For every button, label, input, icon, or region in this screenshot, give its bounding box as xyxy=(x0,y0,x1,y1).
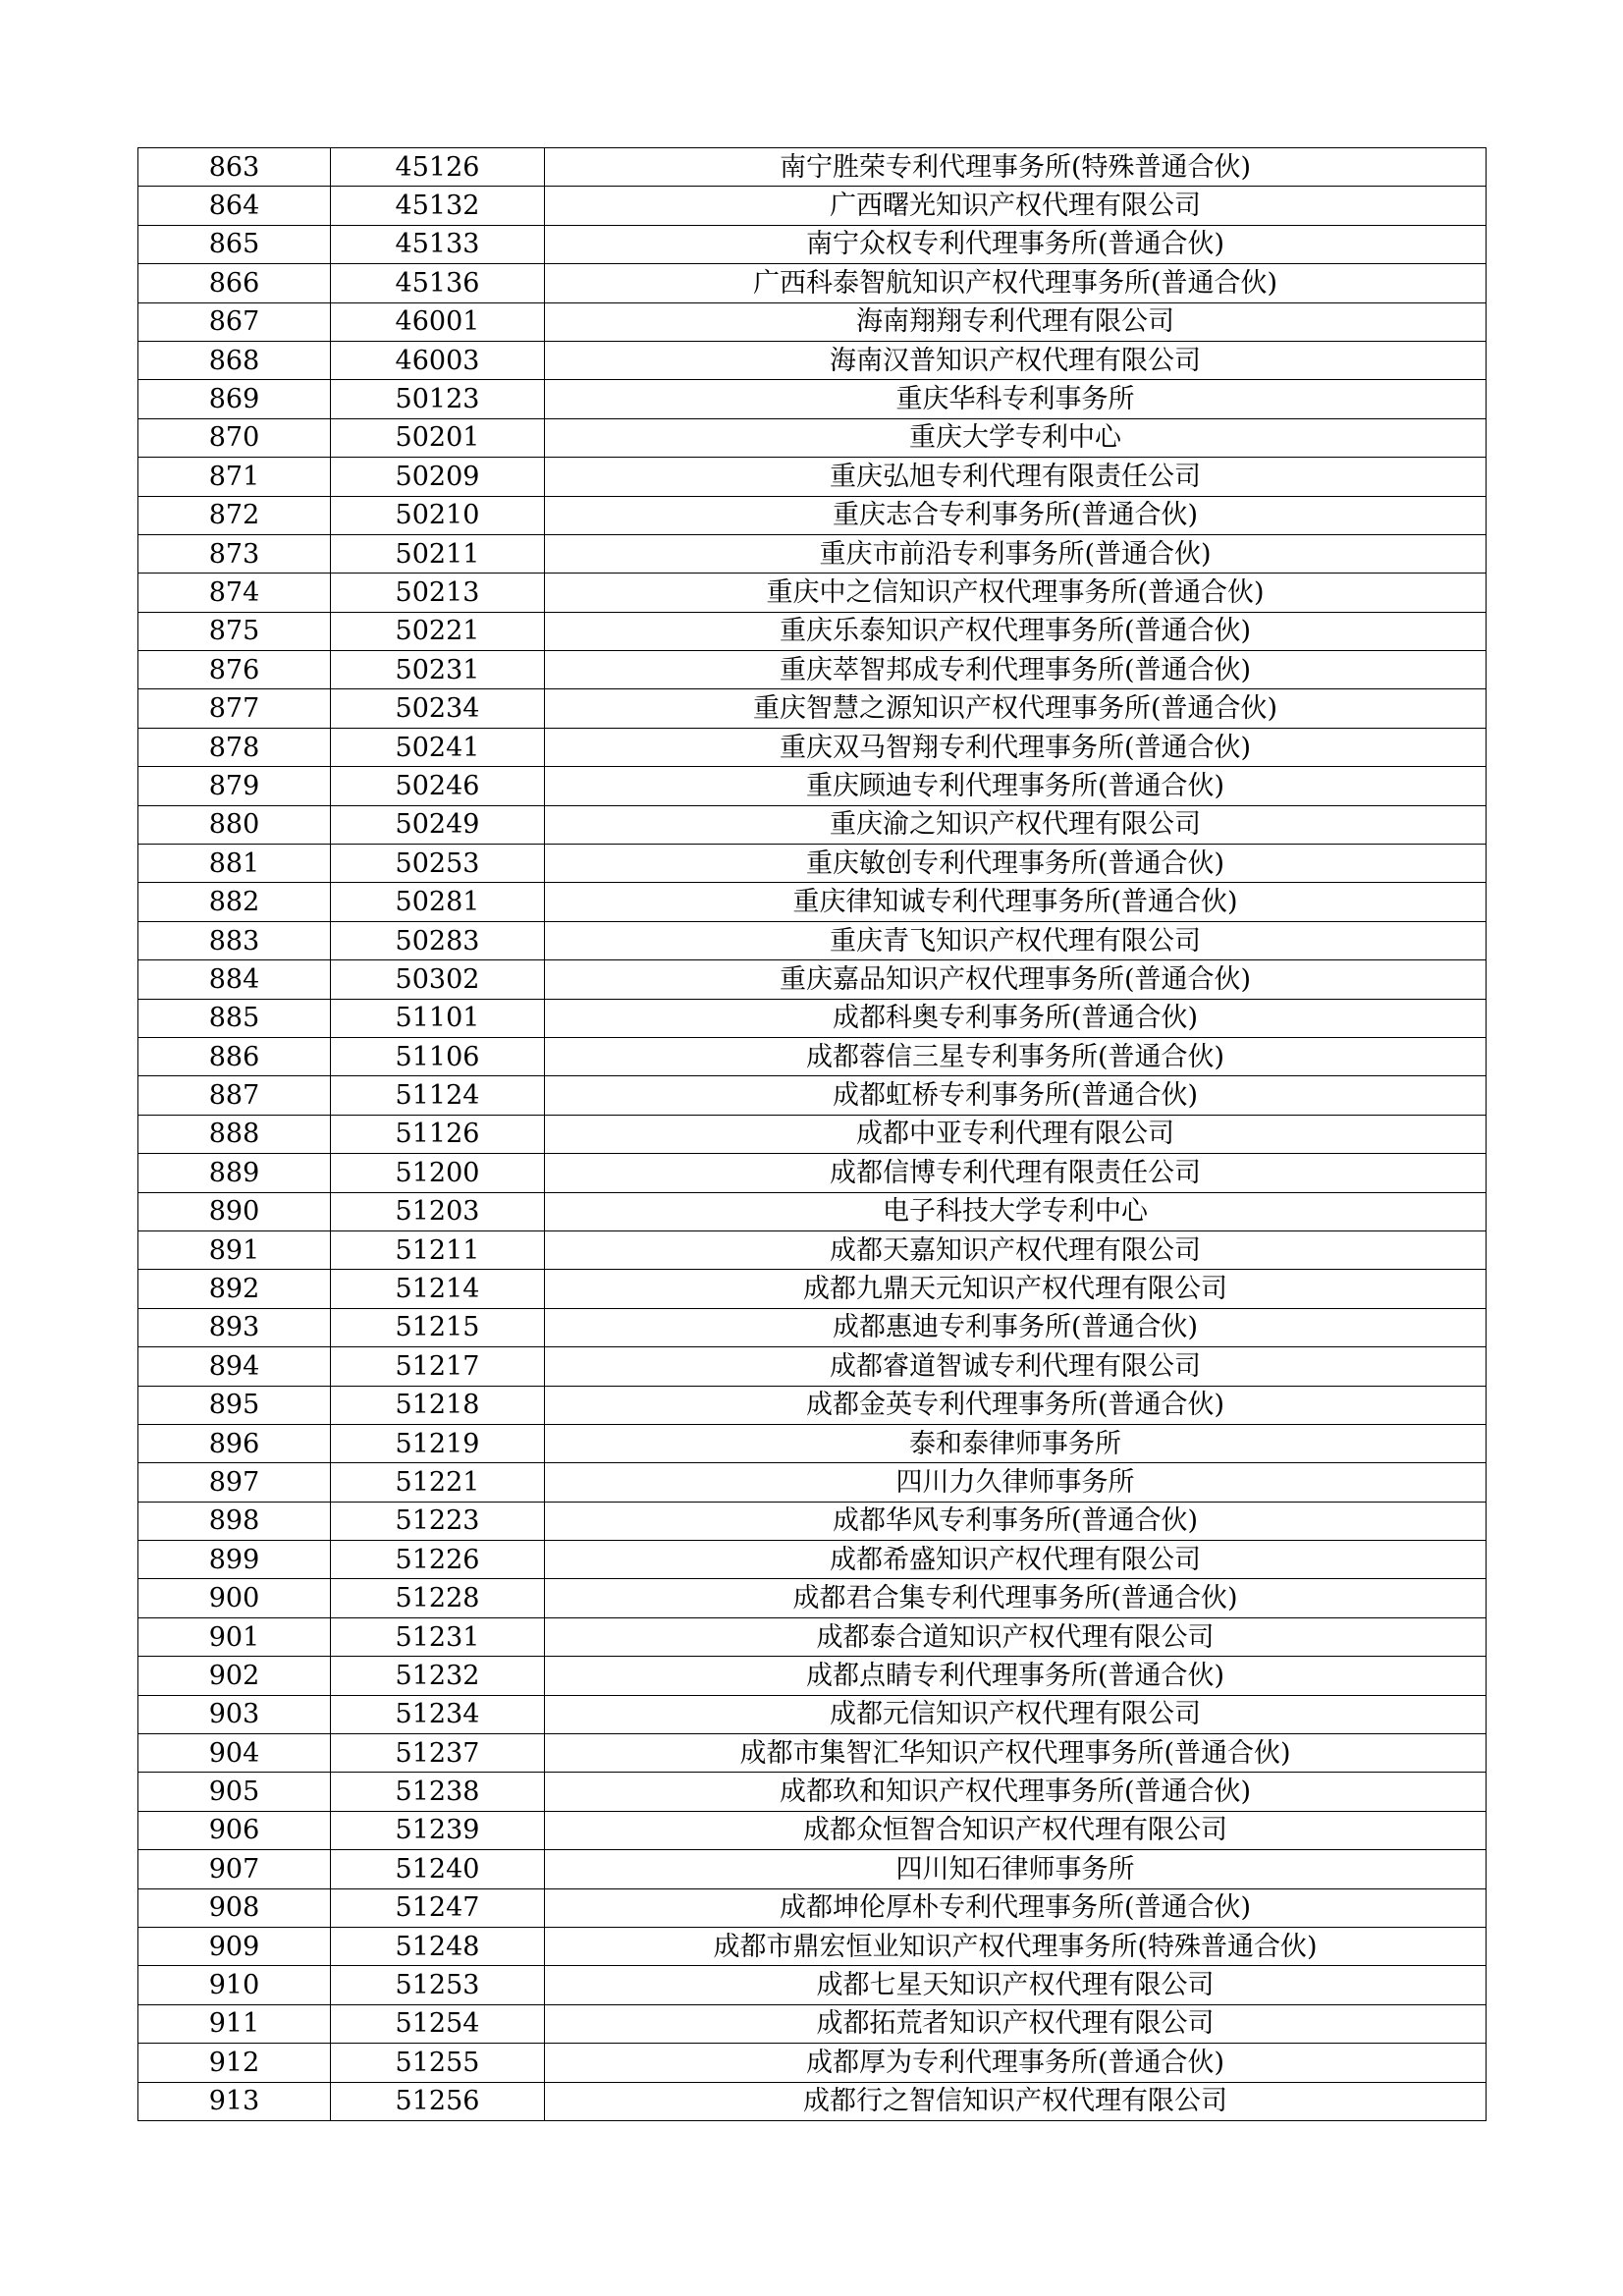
row-seq-cell: 893 xyxy=(138,1308,331,1346)
row-seq-cell: 912 xyxy=(138,2044,331,2082)
row-code-cell: 51203 xyxy=(331,1192,545,1230)
row-seq-cell: 901 xyxy=(138,1617,331,1656)
row-name-cell: 成都睿道智诚专利代理有限公司 xyxy=(545,1347,1487,1386)
table-row xyxy=(138,921,1487,959)
row-code-cell: 45126 xyxy=(331,148,545,187)
table-row xyxy=(138,1154,1487,1192)
table-row xyxy=(138,1270,1487,1308)
row-seq-cell: 897 xyxy=(138,1463,331,1502)
table-row xyxy=(138,845,1487,883)
row-code-cell: 51254 xyxy=(331,2004,545,2043)
row-seq-cell: 905 xyxy=(138,1773,331,1811)
row-seq-cell: 870 xyxy=(138,418,331,457)
row-code-cell: 50201 xyxy=(331,418,545,457)
table-row xyxy=(138,187,1487,225)
row-seq-cell: 903 xyxy=(138,1695,331,1733)
row-name-cell: 成都中亚专利代理有限公司 xyxy=(545,1115,1487,1153)
row-code-cell: 51228 xyxy=(331,1579,545,1617)
row-seq-cell: 899 xyxy=(138,1541,331,1579)
row-name-cell: 海南翔翔专利代理有限公司 xyxy=(545,302,1487,341)
row-name-cell: 成都元信知识产权代理有限公司 xyxy=(545,1695,1487,1733)
table-row xyxy=(138,302,1487,341)
row-code-cell: 51101 xyxy=(331,999,545,1037)
table-row xyxy=(138,1424,1487,1462)
row-code-cell: 51218 xyxy=(331,1386,545,1424)
row-code-cell: 46001 xyxy=(331,302,545,341)
table-row xyxy=(138,1617,1487,1656)
row-name-cell: 南宁胜荣专利代理事务所(特殊普通合伙) xyxy=(545,148,1487,187)
row-code-cell: 51106 xyxy=(331,1037,545,1075)
row-seq-cell: 876 xyxy=(138,651,331,689)
row-code-cell: 51226 xyxy=(331,1541,545,1579)
row-seq-cell: 900 xyxy=(138,1579,331,1617)
row-seq-cell: 896 xyxy=(138,1424,331,1462)
row-code-cell: 51223 xyxy=(331,1502,545,1540)
row-code-cell: 50123 xyxy=(331,380,545,418)
row-name-cell: 重庆中之信知识产权代理事务所(普通合伙) xyxy=(545,574,1487,612)
row-code-cell: 51239 xyxy=(331,1811,545,1849)
row-name-cell: 重庆顾迪专利代理事务所(普通合伙) xyxy=(545,767,1487,805)
row-name-cell: 电子科技大学专利中心 xyxy=(545,1192,1487,1230)
row-code-cell: 50302 xyxy=(331,960,545,999)
row-name-cell: 泰和泰律师事务所 xyxy=(545,1424,1487,1462)
row-name-cell: 成都七星天知识产权代理有限公司 xyxy=(545,1966,1487,2004)
row-code-cell: 51248 xyxy=(331,1927,545,1965)
row-name-cell: 广西曙光知识产权代理有限公司 xyxy=(545,187,1487,225)
table-row xyxy=(138,1541,1487,1579)
row-code-cell: 50241 xyxy=(331,728,545,766)
row-name-cell: 重庆市前沿专利事务所(普通合伙) xyxy=(545,534,1487,573)
row-seq-cell: 878 xyxy=(138,728,331,766)
table-row xyxy=(138,960,1487,999)
table-row xyxy=(138,651,1487,689)
row-code-cell: 50283 xyxy=(331,921,545,959)
row-name-cell: 成都行之智信知识产权代理有限公司 xyxy=(545,2082,1487,2120)
row-name-cell: 成都九鼎天元知识产权代理有限公司 xyxy=(545,1270,1487,1308)
row-seq-cell: 886 xyxy=(138,1037,331,1075)
row-name-cell: 重庆华科专利事务所 xyxy=(545,380,1487,418)
row-code-cell: 50234 xyxy=(331,689,545,728)
table-row xyxy=(138,264,1487,302)
row-name-cell: 广西科泰智航知识产权代理事务所(普通合伙) xyxy=(545,264,1487,302)
row-seq-cell: 887 xyxy=(138,1076,331,1115)
row-name-cell: 成都泰合道知识产权代理有限公司 xyxy=(545,1617,1487,1656)
row-seq-cell: 881 xyxy=(138,845,331,883)
table-row xyxy=(138,1966,1487,2004)
agency-table xyxy=(137,147,1487,2121)
row-name-cell: 重庆青飞知识产权代理有限公司 xyxy=(545,921,1487,959)
row-seq-cell: 904 xyxy=(138,1734,331,1773)
row-code-cell: 50213 xyxy=(331,574,545,612)
row-seq-cell: 894 xyxy=(138,1347,331,1386)
row-code-cell: 51247 xyxy=(331,1888,545,1927)
row-seq-cell: 872 xyxy=(138,496,331,534)
table-row xyxy=(138,1734,1487,1773)
row-name-cell: 四川知石律师事务所 xyxy=(545,1850,1487,1888)
row-code-cell: 50209 xyxy=(331,458,545,496)
table-row xyxy=(138,1308,1487,1346)
row-seq-cell: 868 xyxy=(138,341,331,379)
row-name-cell: 成都市鼎宏恒业知识产权代理事务所(特殊普通合伙) xyxy=(545,1927,1487,1965)
row-seq-cell: 885 xyxy=(138,999,331,1037)
row-seq-cell: 891 xyxy=(138,1230,331,1269)
table-row xyxy=(138,341,1487,379)
row-code-cell: 51237 xyxy=(331,1734,545,1773)
table-row xyxy=(138,1927,1487,1965)
row-code-cell: 50210 xyxy=(331,496,545,534)
row-seq-cell: 866 xyxy=(138,264,331,302)
row-seq-cell: 898 xyxy=(138,1502,331,1540)
row-seq-cell: 902 xyxy=(138,1657,331,1695)
table-row xyxy=(138,496,1487,534)
row-name-cell: 成都希盛知识产权代理有限公司 xyxy=(545,1541,1487,1579)
row-name-cell: 成都众恒智合知识产权代理有限公司 xyxy=(545,1811,1487,1849)
row-code-cell: 50246 xyxy=(331,767,545,805)
row-seq-cell: 908 xyxy=(138,1888,331,1927)
row-seq-cell: 883 xyxy=(138,921,331,959)
table-row xyxy=(138,999,1487,1037)
row-seq-cell: 911 xyxy=(138,2004,331,2043)
row-code-cell: 51219 xyxy=(331,1424,545,1462)
row-seq-cell: 907 xyxy=(138,1850,331,1888)
row-seq-cell: 892 xyxy=(138,1270,331,1308)
table-row xyxy=(138,148,1487,187)
row-seq-cell: 895 xyxy=(138,1386,331,1424)
row-code-cell: 51232 xyxy=(331,1657,545,1695)
row-code-cell: 50231 xyxy=(331,651,545,689)
table-row xyxy=(138,1230,1487,1269)
row-code-cell: 45136 xyxy=(331,264,545,302)
row-code-cell: 50253 xyxy=(331,845,545,883)
row-seq-cell: 880 xyxy=(138,805,331,844)
table-row xyxy=(138,883,1487,921)
table-row xyxy=(138,1386,1487,1424)
row-code-cell: 51238 xyxy=(331,1773,545,1811)
row-name-cell: 重庆渝之知识产权代理有限公司 xyxy=(545,805,1487,844)
row-name-cell: 四川力久律师事务所 xyxy=(545,1463,1487,1502)
table-row xyxy=(138,2082,1487,2120)
table-row xyxy=(138,1502,1487,1540)
row-seq-cell: 864 xyxy=(138,187,331,225)
table-row xyxy=(138,1463,1487,1502)
row-name-cell: 成都玖和知识产权代理事务所(普通合伙) xyxy=(545,1773,1487,1811)
table-row xyxy=(138,1850,1487,1888)
table-row xyxy=(138,1192,1487,1230)
row-name-cell: 成都点睛专利代理事务所(普通合伙) xyxy=(545,1657,1487,1695)
row-code-cell: 51211 xyxy=(331,1230,545,1269)
table-row xyxy=(138,574,1487,612)
table-row xyxy=(138,1888,1487,1927)
row-name-cell: 成都金英专利代理事务所(普通合伙) xyxy=(545,1386,1487,1424)
row-name-cell: 重庆弘旭专利代理有限责任公司 xyxy=(545,458,1487,496)
table-row xyxy=(138,1811,1487,1849)
row-code-cell: 51256 xyxy=(331,2082,545,2120)
row-seq-cell: 871 xyxy=(138,458,331,496)
table-row xyxy=(138,1076,1487,1115)
row-seq-cell: 906 xyxy=(138,1811,331,1849)
row-code-cell: 50221 xyxy=(331,612,545,650)
row-seq-cell: 879 xyxy=(138,767,331,805)
row-seq-cell: 909 xyxy=(138,1927,331,1965)
row-name-cell: 成都坤伦厚朴专利代理事务所(普通合伙) xyxy=(545,1888,1487,1927)
table-row xyxy=(138,1657,1487,1695)
row-seq-cell: 890 xyxy=(138,1192,331,1230)
row-code-cell: 51200 xyxy=(331,1154,545,1192)
row-seq-cell: 884 xyxy=(138,960,331,999)
row-code-cell: 50281 xyxy=(331,883,545,921)
table-row xyxy=(138,2004,1487,2043)
row-seq-cell: 865 xyxy=(138,225,331,263)
table-row xyxy=(138,2044,1487,2082)
row-name-cell: 南宁众权专利代理事务所(普通合伙) xyxy=(545,225,1487,263)
row-code-cell: 51253 xyxy=(331,1966,545,2004)
row-seq-cell: 910 xyxy=(138,1966,331,2004)
table-row xyxy=(138,728,1487,766)
table-row xyxy=(138,458,1487,496)
row-code-cell: 51231 xyxy=(331,1617,545,1656)
row-name-cell: 重庆志合专利事务所(普通合伙) xyxy=(545,496,1487,534)
table-row xyxy=(138,805,1487,844)
table-row xyxy=(138,1115,1487,1153)
row-code-cell: 51217 xyxy=(331,1347,545,1386)
row-seq-cell: 869 xyxy=(138,380,331,418)
row-seq-cell: 882 xyxy=(138,883,331,921)
row-name-cell: 重庆律知诚专利代理事务所(普通合伙) xyxy=(545,883,1487,921)
row-code-cell: 51240 xyxy=(331,1850,545,1888)
row-code-cell: 51214 xyxy=(331,1270,545,1308)
row-seq-cell: 874 xyxy=(138,574,331,612)
table-row xyxy=(138,1579,1487,1617)
row-name-cell: 成都天嘉知识产权代理有限公司 xyxy=(545,1230,1487,1269)
table-row xyxy=(138,1773,1487,1811)
row-seq-cell: 889 xyxy=(138,1154,331,1192)
row-seq-cell: 888 xyxy=(138,1115,331,1153)
row-code-cell: 50211 xyxy=(331,534,545,573)
row-code-cell: 51124 xyxy=(331,1076,545,1115)
row-name-cell: 成都华风专利事务所(普通合伙) xyxy=(545,1502,1487,1540)
table-row xyxy=(138,767,1487,805)
row-seq-cell: 877 xyxy=(138,689,331,728)
row-code-cell: 45132 xyxy=(331,187,545,225)
row-name-cell: 成都虹桥专利事务所(普通合伙) xyxy=(545,1076,1487,1115)
row-seq-cell: 873 xyxy=(138,534,331,573)
row-name-cell: 成都科奥专利事务所(普通合伙) xyxy=(545,999,1487,1037)
agency-table-body xyxy=(138,148,1487,2121)
row-name-cell: 重庆嘉品知识产权代理事务所(普通合伙) xyxy=(545,960,1487,999)
table-row xyxy=(138,689,1487,728)
row-code-cell: 45133 xyxy=(331,225,545,263)
row-code-cell: 51215 xyxy=(331,1308,545,1346)
table-row xyxy=(138,612,1487,650)
row-seq-cell: 863 xyxy=(138,148,331,187)
row-code-cell: 51234 xyxy=(331,1695,545,1733)
row-name-cell: 成都信博专利代理有限责任公司 xyxy=(545,1154,1487,1192)
row-code-cell: 51126 xyxy=(331,1115,545,1153)
row-seq-cell: 867 xyxy=(138,302,331,341)
table-row xyxy=(138,534,1487,573)
row-name-cell: 重庆敏创专利代理事务所(普通合伙) xyxy=(545,845,1487,883)
row-name-cell: 海南汉普知识产权代理有限公司 xyxy=(545,341,1487,379)
row-code-cell: 50249 xyxy=(331,805,545,844)
row-name-cell: 重庆乐泰知识产权代理事务所(普通合伙) xyxy=(545,612,1487,650)
row-name-cell: 重庆双马智翔专利代理事务所(普通合伙) xyxy=(545,728,1487,766)
table-row xyxy=(138,418,1487,457)
row-seq-cell: 913 xyxy=(138,2082,331,2120)
row-name-cell: 成都市集智汇华知识产权代理事务所(普通合伙) xyxy=(545,1734,1487,1773)
table-row xyxy=(138,225,1487,263)
row-name-cell: 重庆智慧之源知识产权代理事务所(普通合伙) xyxy=(545,689,1487,728)
row-name-cell: 成都惠迪专利事务所(普通合伙) xyxy=(545,1308,1487,1346)
row-name-cell: 重庆大学专利中心 xyxy=(545,418,1487,457)
row-code-cell: 51221 xyxy=(331,1463,545,1502)
row-name-cell: 成都拓荒者知识产权代理有限公司 xyxy=(545,2004,1487,2043)
row-name-cell: 成都厚为专利代理事务所(普通合伙) xyxy=(545,2044,1487,2082)
table-row xyxy=(138,1695,1487,1733)
row-name-cell: 成都君合集专利代理事务所(普通合伙) xyxy=(545,1579,1487,1617)
row-code-cell: 51255 xyxy=(331,2044,545,2082)
row-seq-cell: 875 xyxy=(138,612,331,650)
table-row xyxy=(138,1347,1487,1386)
row-code-cell: 46003 xyxy=(331,341,545,379)
row-name-cell: 重庆萃智邦成专利代理事务所(普通合伙) xyxy=(545,651,1487,689)
row-name-cell: 成都蓉信三星专利事务所(普通合伙) xyxy=(545,1037,1487,1075)
table-row xyxy=(138,380,1487,418)
table-row xyxy=(138,1037,1487,1075)
